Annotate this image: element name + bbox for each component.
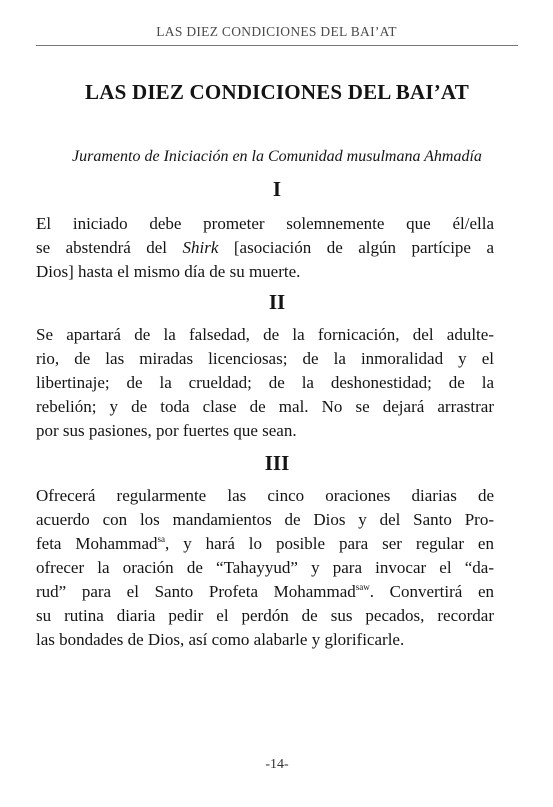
shirk-term: Shirk [182, 238, 219, 257]
condition-3-paragraph [36, 484, 494, 652]
text-line: se abstendrá del Shirk [asociación de algún partícipe a [36, 238, 494, 257]
section-number-3: III [264, 451, 290, 475]
text-line: rud” para el Santo Profeta Mohammad$^{saw}$. Convertirá en [36, 582, 494, 601]
text-line: las bondades de Dios, así como alabarle y glorificarle. [36, 630, 405, 649]
honorific-saw: saw [355, 582, 370, 592]
page-number: -14- [265, 757, 289, 772]
condition-1-paragraph [36, 212, 494, 284]
page-title: LAS DIEZ CONDICIONES DEL BAI’AT [85, 80, 469, 104]
text-line: por sus pasiones, por fuertes que sean. [36, 421, 297, 440]
running-header: LAS DIEZ CONDICIONES DEL BAI’AT [156, 24, 397, 39]
text-line: ofrecer la oración de “Tahayyud” y para invocar el “da- [36, 558, 494, 577]
text-line: Ofrecerá regularmente las cinco oraciones diarias de [36, 486, 494, 505]
honorific-sa: sa [157, 534, 166, 544]
text-line: El iniciado debe prometer solemnemente que él/ella [36, 214, 494, 233]
page-subtitle: Juramento de Iniciación en la Comunidad musulmana Ahmadía [72, 148, 482, 165]
text-line: Se apartará de la falsedad, de la fornicación, del adulte- [36, 325, 494, 344]
section-number-2: II [268, 290, 286, 314]
text-line: libertinaje; de la crueldad; de la deshonestidad; de la [36, 373, 494, 392]
section-number-1: I [272, 177, 282, 201]
text-line: feta Mohammad$^{sa}$, y hará lo posible para ser regular en [36, 534, 494, 553]
condition-2-paragraph [36, 323, 494, 443]
header-rule [36, 45, 518, 46]
text-line: rio, de las miradas licenciosas; de la inmoralidad y el [36, 349, 494, 368]
text-line: acuerdo con los mandamientos de Dios y del Santo Pro- [36, 510, 494, 529]
text-line: rebelión; y de toda clase de mal. No se dejará arrastrar [36, 397, 494, 416]
text-line: su rutina diaria pedir el perdón de sus pecados, recordar [36, 606, 494, 625]
text-line: Dios] hasta el mismo día de su muerte. [36, 262, 301, 281]
